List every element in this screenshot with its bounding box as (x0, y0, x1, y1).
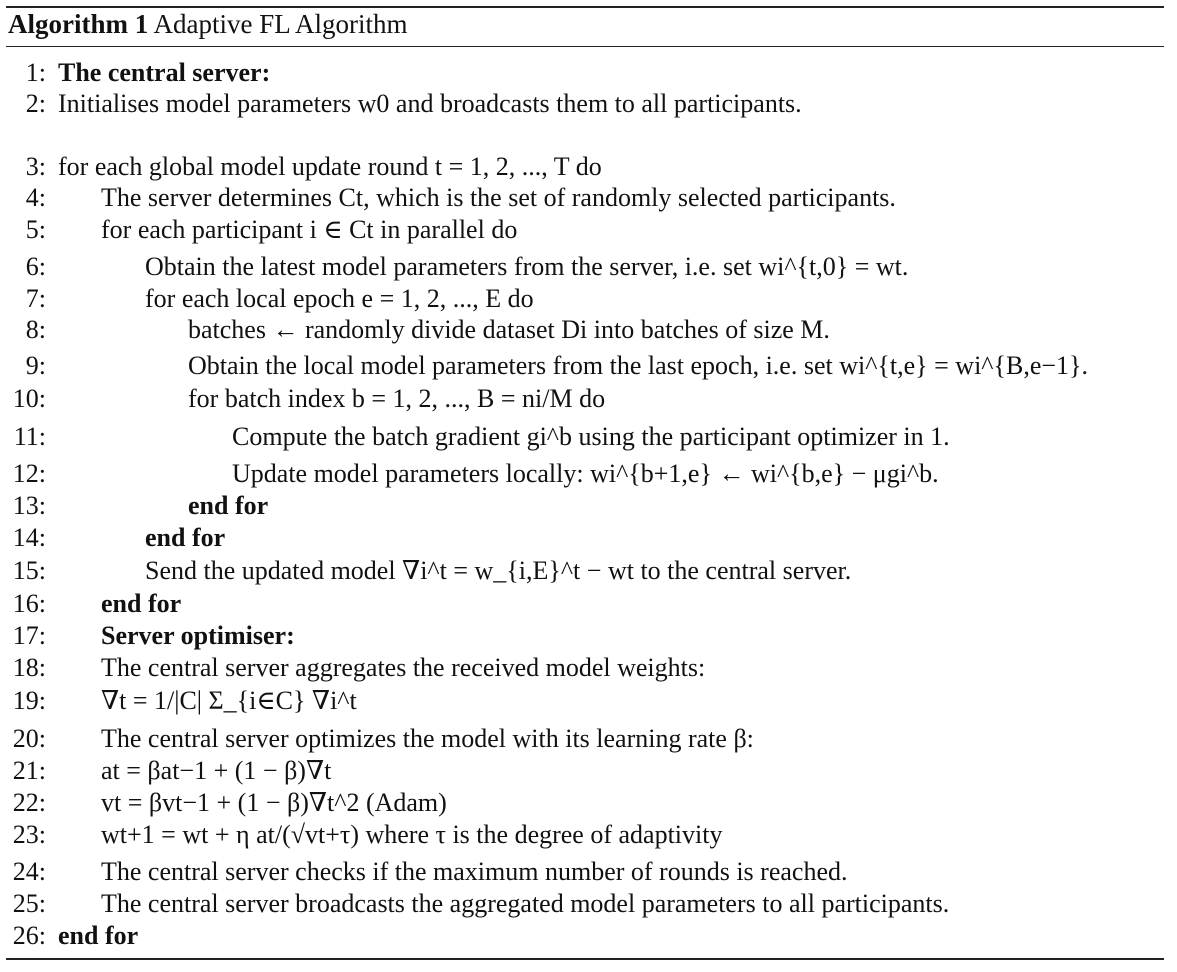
algorithm-caption (8, 9, 407, 39)
line-text: The central server broadcasts the aggregated model parameters to all participants. (101, 889, 950, 918)
line-number: 12: (12, 459, 46, 488)
line-text: batches ← randomly divide dataset Di into batches of size M. (188, 315, 830, 344)
line-number: 13: (12, 491, 46, 520)
line-text: Send the updated model ∇i^t = w_{i,E}^t − wt to the central server. (145, 556, 852, 585)
line-number: 8: (25, 315, 46, 344)
line-text: Update model parameters locally: wi^{b+1,e} ← wi^{b,e} − μgi^b. (232, 459, 939, 488)
line-text: The central server optimizes the model with its learning rate β: (101, 724, 754, 753)
line-text: Obtain the local model parameters from the last epoch, i.e. set wi^{t,e} = wi^{B,e−1}. (188, 351, 1089, 380)
line-number: 18: (12, 653, 46, 682)
line-number: 19: (12, 686, 46, 715)
line-text: Initialises model parameters w0 and broadcasts them to all participants. (58, 89, 802, 118)
caption-rule (6, 46, 1164, 47)
line-number: 9: (25, 351, 46, 380)
line-number: 11: (13, 422, 46, 451)
bottom-rule (6, 958, 1164, 960)
line-text: ∇t = 1/|C| Σ_{i∈C} ∇i^t (101, 686, 357, 715)
line-text: Obtain the latest model parameters from the server, i.e. set wi^{t,0} = wt. (145, 252, 909, 281)
line-number: 26: (12, 921, 46, 950)
line-number: 25: (12, 889, 46, 918)
line-text: The central server: (58, 58, 271, 87)
line-number: 24: (12, 857, 46, 886)
line-text: end for (188, 491, 269, 520)
line-number: 7: (25, 284, 46, 313)
line-text: for batch index b = 1, 2, ..., B = ni/M do (188, 384, 606, 413)
line-number: 5: (25, 215, 46, 244)
line-number: 10: (12, 384, 46, 413)
line-number: 21: (12, 756, 46, 785)
line-number: 23: (12, 820, 46, 849)
line-number: 20: (12, 724, 46, 753)
line-number: 22: (12, 788, 46, 817)
line-text: for each local epoch e = 1, 2, ..., E do (145, 284, 534, 313)
line-text: Compute the batch gradient gi^b using the participant optimizer in 1. (232, 422, 950, 451)
line-number: 3: (25, 152, 46, 181)
line-number: 14: (12, 523, 46, 552)
line-text: for each global model update round t = 1, 2, ..., T do (58, 152, 602, 181)
line-text: vt = βvt−1 + (1 − β)∇t^2 (Adam) (101, 788, 447, 817)
line-text: Server optimiser: (101, 621, 295, 650)
line-text: end for (101, 589, 182, 618)
line-text: at = βat−1 + (1 − β)∇t (101, 756, 332, 785)
caption-label: Algorithm 1 (8, 9, 149, 39)
line-text: end for (145, 523, 226, 552)
line-number: 16: (12, 589, 46, 618)
line-number: 15: (12, 556, 46, 585)
line-text: The central server checks if the maximum number of rounds is reached. (101, 857, 848, 886)
line-number: 17: (12, 621, 46, 650)
line-number: 6: (25, 252, 46, 281)
line-number: 4: (25, 183, 46, 212)
caption-title: Adaptive FL Algorithm (153, 9, 408, 39)
line-text: The server determines Ct, which is the set of randomly selected participants. (101, 183, 896, 212)
line-text: wt+1 = wt + η at/(√vt+τ) where τ is the degree of adaptivity (101, 820, 723, 849)
line-text: for each participant i ∈ Ct in parallel do (101, 215, 518, 244)
line-number: 2: (25, 89, 46, 118)
top-rule (6, 6, 1164, 8)
line-text: The central server aggregates the received model weights: (101, 653, 706, 682)
line-number: 1: (25, 58, 46, 87)
line-text: end for (58, 921, 139, 950)
